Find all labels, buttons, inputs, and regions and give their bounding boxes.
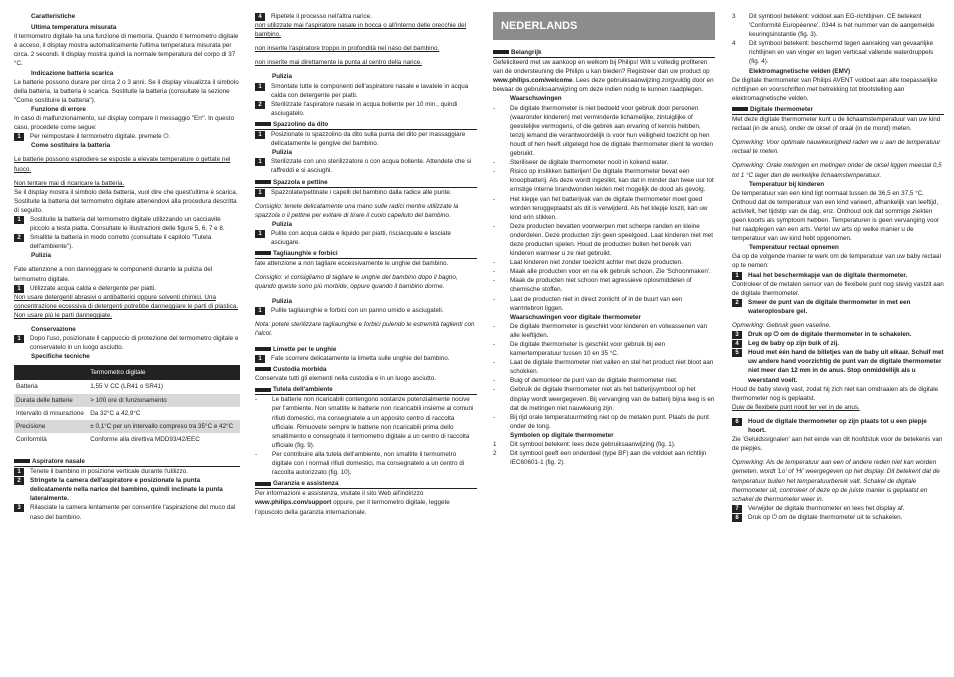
- step: 6 Houd de digitale thermometer op zijn plaats tot u een piepje hoort.: [732, 417, 944, 435]
- paragraph: Il termometro digitale ha una funzione di memoria. Quando il termometro digitale è acceso, il display mostra automaticamente l'ultima temperatura misurata per circa. 2 secondi. Il display mostra quindi la normale temperatura del corpo di 37 °C.: [14, 33, 239, 68]
- list-item: - Laat kinderen niet zonder toezicht achter met deze producten.: [493, 259, 683, 267]
- step: 5 Houd met één hand de billetjes van de baby uit elkaar. Schuif met uw andere hand voorzichtig de punt van de digitale thermometer niet meer dan 12 mm in de anus. Stop onmiddellijk als u weerstand voelt.: [732, 348, 944, 384]
- note: Opmerking: Als de temperatuur aan een of andere reden niet kan worden gemeten, wordt 'Lo' of 'Hi' weergegeven op het display. Dit betekent dat de temperatuur buiten het temperatuurbereik valt. Schakel de digitale thermometer uit, controleer of deze op de juiste manier is geplaatst en schakel de thermometer weer in.: [732, 459, 940, 503]
- list-item: - De digitale thermometer is geschikt voor gebruik bij een kamertemperatuur tussen 10 en 35 °C.: [493, 341, 666, 358]
- subsection-title: Temperatuur bij kinderen: [749, 180, 825, 188]
- list-item: - Buig of demonteer de punt van de digitale thermometer niet.: [493, 377, 678, 385]
- subsection-title: Pulizia: [272, 149, 292, 157]
- paragraph: De digitale thermometer van Philips AVENT voldoet aan alle toepasselijke richtlijnen en voorschriften met betrekking tot blootstelling aan elektromagnetische velden.: [732, 76, 938, 102]
- column-3: [493, 12, 715, 467]
- step: 8 Druk op ⏻ om de digitale thermometer uit te schakelen.: [732, 513, 944, 522]
- list-item: - Laat de producten niet in direct zonlicht of in de buurt van een warmtebron liggen.: [493, 295, 683, 312]
- paragraph: Fate attenzione a non danneggiare le componenti durante la pulizia del termometro digitale.: [14, 266, 213, 283]
- section-header: Aspiratore nasale: [14, 457, 240, 467]
- table-row: Intervallo di misurazione Da 32°C a 42,9°C: [16, 409, 141, 417]
- subsection-title: Funzione di errore: [31, 105, 86, 113]
- section-header: Tutela dell'ambiente: [255, 385, 477, 395]
- subsection-title: Pulizia: [272, 297, 292, 305]
- paragraph: De temperatuur van een kind ligt normaal tussen de 36,5 en 37,5 °C. Onthoud dat de temperatuur van een kind varieert, afhankelijk van leeftijd, activiteit, het tijdstip van de dag, enz. Onthoud ook dat sommige ziekten geen koorts als symptoom hebben. Temperaturen is geen vervanging voor het raadplegen van een arts. Vertel uw arts op welke manier u de temperatuur van uw kind hebt opgenomen.: [732, 189, 940, 243]
- step: 1 Per reimpostare il termometro digitale. premete ⏻.: [14, 132, 240, 141]
- step: 1 Sterilizzate con uno sterilizzatore o con acqua bollente. Attendete che si raffreddi e si asciughi.: [255, 157, 477, 175]
- step: 1 Dopo l'uso, posizionate il cappuccio di protezione del termometro digitale e conservatelo in un luogo asciutto.: [14, 334, 240, 352]
- warning-text: non inserite mai direttamente la punta al centro della narice.: [255, 59, 422, 67]
- paragraph: Controleer of de metalen sensor van de flexibele punt nog stevig vastzit aan de digitale thermometer.: [732, 280, 944, 297]
- subsection-title: Pulizia: [272, 220, 292, 228]
- list-item: - De digitale thermometer is niet bedoeld voor gebruik door personen (waaronder kinderen) met verminderde lichamelijke, zintuiglijke of geestelijke vermogens, of die gebrek aan ervaring of kennis hebben, tenzij iemand die verantwoordelijk is voor hun veiligheid toezicht op hen houdt of hen heeft uitgelegd hoe de digitale thermometer dient te worden gebruikt.: [493, 104, 714, 158]
- language-heading: NEDERLANDS: [493, 12, 715, 40]
- paragraph: Ga op de volgende manier te werk om de temperatuur van uw baby rectaal op te nemen:: [732, 253, 941, 270]
- specs-table: [14, 365, 240, 446]
- subsection-title: Waarschuwingen voor digitale thermometer: [510, 313, 641, 321]
- list-item: 3 Dit symbool betekent: voldoet aan EG-richtlijnen. CE betekent 'Conformité Européenne'. 0344 is het nummer van de aangemelde keuringsinstantie (fig. 3).: [732, 13, 935, 39]
- table-row: Precisione ± 0,1°C per un intervallo compreso tra 35°C e 42°C: [14, 420, 240, 433]
- list-item: 2 Dit symbool geeft een onderdeel (type BF) aan die voldoet aan richtlijn IEC60601-1 (fig. 2).: [493, 450, 707, 467]
- paragraph: Per informazioni e assistenza, visitate il sito Web all'indirizzo www.philips.com/support oppure, per il termometro digitale, leggete l'opuscolo della garanzia internazionale.: [255, 490, 450, 516]
- column-4: [732, 12, 944, 522]
- table-row: Durata delle batterie > 100 ore di funzionamento: [14, 394, 240, 407]
- subsection-title: Pulizia: [272, 73, 292, 81]
- note: Opmerking: Orale metingen en metingen onder de oksel liggen meestal 0,5 tot 1 °C lager dan de werkelijke lichaamstemperatuur.: [732, 162, 942, 179]
- list-item: 1 Dit symbool betekent: lees deze gebruiksaanwijzing (fig. 1).: [493, 441, 676, 449]
- paragraph: Zie 'Geluidssignalen' aan het einde van dit hoofdstuk voor de betekenis van de piepjes.: [732, 436, 943, 453]
- step: 3 Druk op ⏻ om de digitale thermometer in te schakelen.: [732, 330, 944, 339]
- warning-text: non inserite l'aspiratore troppo in profondità nel naso del bambino.: [255, 45, 440, 53]
- section-header: Garanzia e assistenza: [255, 479, 477, 489]
- step: 4 Leg de baby op zijn buik of zij.: [732, 339, 944, 348]
- list-item: - Het klepje van het batterijvak van de digitale thermometer moet goed worden teruggeplaatst als dit is verwijderd. Als het klepje loszit, kan uw kind erin stikken.: [493, 195, 708, 221]
- section-header: Spazzola e pettine: [255, 178, 477, 188]
- warning-text: Le batterie possono esplodere se esposte a elevate temperature o gettate nel fuoco.: [14, 156, 231, 173]
- step: 1 Sostituite la batteria del termometro digitale utilizzando un cacciavite piccolo a testa piatta. Consultate le illustrazioni delle figure 5, 6, 7 e 8.: [14, 215, 240, 233]
- subsection-title: Specifiche tecniche: [31, 353, 90, 361]
- note: Consiglio: vi consigliamo di tagliare le unghie del bambino dopo il bagno, quando queste sono più morbide, oppure quando il bambino dorme.: [255, 274, 458, 291]
- list-item: 4 Dit symbool betekent: beschermd tegen aanraking van gevaarlijke richtlijnen en van vinger en tegen verticaal vallende waterdruppels (fig. 4).: [732, 40, 934, 66]
- subsection-title: Waarschuwingen: [510, 95, 562, 103]
- step: 2 Sterilizzate l'aspiratore nasale in acqua bollente per 10 min., quindi asciugatelo.: [255, 100, 477, 118]
- note: Opmerking: Gebruik geen vaseline.: [732, 322, 831, 329]
- step: 2 Smeer de punt van de digitale thermometer in met een wateroplosbare gel.: [732, 298, 944, 316]
- support-link[interactable]: www.philips.com/support: [255, 499, 332, 507]
- subsection-title: Symbolen op digitale thermometer: [510, 431, 614, 439]
- table-row: Batteria 1,55 V CC (LR41 o SR41): [16, 383, 164, 391]
- section-header: Limette per le unghie: [255, 345, 477, 354]
- subsection-title: Come sostituire la batteria: [31, 142, 111, 150]
- column-2: [255, 12, 477, 517]
- step: 1 Smontate tutte le componenti dell'aspiratore nasale e lavatele in acqua calda con detergente per piatti.: [255, 82, 477, 100]
- list-item: - Deze producten bevatten voorwerpen met scherpe randen en kleine onderdelen. Deze producten zijn geen speelgoed. Laat kinderen niet met deze producten spelen. Houd de producten buiten het bereik van kinderen wanneer u ze niet gebruikt.: [493, 222, 714, 258]
- subsection-title: Pulizia: [31, 252, 51, 260]
- table-row: Conformità Conforme alla direttiva MDD93/42/EEC: [16, 435, 200, 443]
- step: 1 Utilizzate acqua calda e detergente per piatti.: [14, 284, 240, 293]
- warning-text: Duw de flexibele punt nooit ter ver in de anus.: [732, 403, 860, 411]
- step: 7 Verwijder de digitale thermometer en lees het display af.: [732, 504, 944, 513]
- list-item: - Steriliseer de digitale thermometer nooit in kokend water.: [493, 159, 669, 167]
- section-header: Belangrijk: [493, 48, 715, 58]
- step: 2 Stringete la camera dell'aspiratore e posizionate la punta delicatamente nella narice del bambino, quindi inclinate la punta lateralmente.: [14, 476, 240, 503]
- step: 1 Pulite tagliaunghie e forbici con un panno umido e asciugateli.: [255, 306, 477, 315]
- paragraph: Conservate tutti gli elementi nella custodia e in un luogo asciutto.: [255, 375, 436, 383]
- warning-text: Non tentare mai di ricaricare la batteria.: [14, 179, 125, 187]
- list-item: - Laat de digitale thermometer niet vallen en stel het product niet bloot aan schokken.: [493, 359, 714, 376]
- note: Nota: potete sterilizzare tagliaunghie e forbici pulendo le estremità taglienti con l'alcol.: [255, 320, 475, 337]
- paragraph: fate attenzione a non tagliare eccessivamente le unghie del bambino.: [255, 260, 449, 268]
- welcome-link[interactable]: www.philips.com/welcome: [493, 77, 573, 85]
- paragraph: In caso di malfunzionamento, sul display compare il messaggio "Err". In questo caso, procedete come segue:: [14, 115, 235, 132]
- step: 3 Rilasciate la camera lentamente per consentire l'aspirazione del muco dal naso del bambino.: [14, 503, 240, 521]
- step: 1 Spazzolate/pettinate i capelli del bambino dalla radice alle punte.: [255, 188, 477, 197]
- section-header: Digitale thermometer: [732, 105, 944, 115]
- list-item: - De digitale thermometer is geschikt voor kinderen en volwassenen van alle leeftijden.: [493, 322, 708, 339]
- step: 4 Ripetete il processo nell'altra narice.: [255, 12, 477, 21]
- list-item: - Maak alle producten voor en na elk gebruik schoon. Zie 'Schoonmaken'.: [493, 268, 711, 276]
- paragraph: Houd de baby stevig vast, zodat hij zich niet kan omdraaien als de digitale thermometer nog is geplaatst.: [732, 385, 939, 402]
- subsection-title: Ultima temperatura misurata: [31, 24, 117, 32]
- list-item: - Risico op inslikken batterijen! De digitale thermometer bevat een knoopbatterij. Als deze wordt ingeslikt, kan dat in minder dan twee uur tot ernstige interne brandwonden leiden met mogelijk de dood als gevolg.: [493, 168, 714, 194]
- section-header: Spazzolino da dito: [255, 120, 477, 130]
- table-header: Termometro digitale: [88, 365, 240, 380]
- warning-text: Non usare detergenti abrasivi o antibatterici oppure solventi chimici. Una concentrazione eccessiva di detergenti potrebbe danneggiare le parti di plastica. Non usare più le parti danneggiate.: [14, 293, 239, 319]
- column-1: [14, 12, 240, 522]
- subsection-title: Elektromagnetische velden (EMV): [749, 67, 851, 75]
- section-header: Custodia morbida: [255, 365, 477, 374]
- paragraph: Met deze digitale thermometer kunt u de lichaamstemperatuur van uw kind rectaal (in de anus), onder de oksel of oraal (in de mond) meten.: [732, 116, 941, 133]
- step: 1 Fate scorrere delicatamente la limetta sulle unghie del bambino.: [255, 354, 477, 363]
- paragraph: Le batterie possono durare per circa 2 o 3 anni. Se il display visualizza il simbolo della batteria, la batteria è scarica. Sostituite la batteria (consultate la sezione "Come sostituire la batteria").: [14, 78, 239, 104]
- step: 1 Posizionate lo spazzolino da dito sulla punta del dito per massaggiare delicatamente le gengive del bambino.: [255, 130, 477, 148]
- section-title: Caratteristiche: [31, 13, 76, 20]
- subsection-title: Temperatuur rectaal opnemen: [749, 244, 839, 252]
- list-item: - Per contribuire alla tutela dell'ambiente, non smaltite il termometro digitale con i normali rifiuti domestici, ma consegnatelo a un centro di raccolta autorizzato (fig. 10).: [255, 450, 465, 477]
- list-item: - Maak de producten niet schoon met agressieve oplosmiddelen of chemische stoffen.: [493, 277, 692, 294]
- note: Opmerking: Voor optimale nauwkeurigheid raden we u aan de temperatuur rectaal te meten.: [732, 139, 941, 156]
- paragraph: Gefeliciteerd met uw aankoop en welkom bij Philips! Wilt u volledig profiteren van de ondersteuning die Philips u kan bieden? Registreer dan uw product op www.philips.com/welcome. Lees deze gebruiksaanwijzing zorgvuldig door en bewaar de gebruiksaanwijzing om deze indien nodig te kunnen raadplegen.: [493, 59, 714, 94]
- list-item: - Gebruik de digitale thermometer niet als het batterijsymbool op het display wordt weergegeven. Bij vervanging van de batterij bijna leeg is en dat de metingen niet nauwkeurig zijn.: [493, 386, 715, 412]
- list-item: - Le batterie non ricaricabili contengono sostanze potenzialmente nocive per l'ambiente. Non smaltite le batterie non ricaricabili insieme ai comuni rifiuti domestici, ma consegnatele a un apposito centro di raccolta ufficiale. Rimuovete sempre le batterie non ricaricabili prima dello smaltimento e consegnate il termometro digitale a un centro di raccolta ufficiale (fig. 9).: [255, 396, 474, 449]
- note: Consiglio: tenete delicatamente una mano sulle radici mentre utilizzate la spazzola o il pettine per evitare di tirare il cuoio capelluto del bambino.: [255, 202, 459, 219]
- step: 1 Haal het beschermkapje van de digitale thermometer.: [732, 271, 944, 280]
- paragraph: Se il display mostra il simbolo della batteria, vuol dire che quest'ultima è scarica. Sostituite la batteria del termometro digitale attenendovi alla procedura descritta di seguito.: [14, 188, 238, 214]
- warning-text: non utilizzate mai l'aspiratore nasale in bocca o all'interno delle orecchie del bambino.: [255, 22, 467, 39]
- list-item: - Bij rijd orale temperatuurmeting niet op de metalen punt. Plaats de punt onder de tong.: [493, 413, 709, 430]
- subsection-title: Indicazione batteria scarica: [31, 69, 114, 77]
- step: 2 Smaltite la batteria in modo corretto (consultate il capitolo "Tutela dell'ambiente").: [14, 233, 240, 251]
- step: 1 Tenete il bambino in posizione verticale durante l'utilizzo.: [14, 467, 240, 476]
- step: 1 Pulite con acqua calda e liquido per piatti, risciacquate e lasciate asciugare.: [255, 229, 477, 247]
- subsection-title: Conservazione: [31, 326, 76, 333]
- section-header: Tagliaunghie e forbici: [255, 249, 477, 259]
